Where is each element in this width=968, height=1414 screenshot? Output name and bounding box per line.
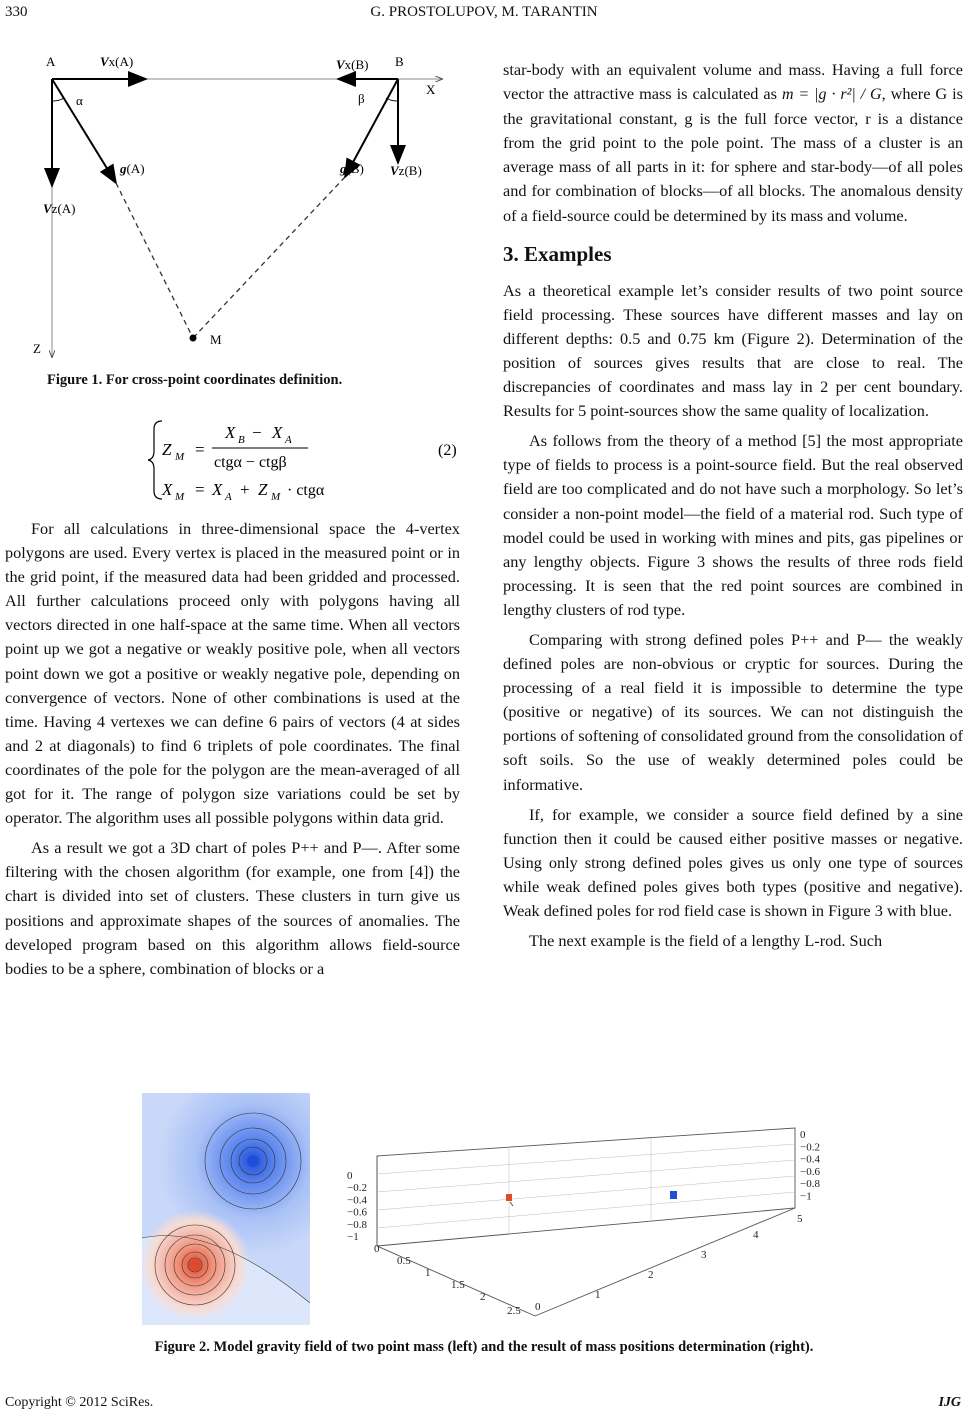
label-x: X: [426, 82, 436, 97]
figure-1-diagram: [20, 45, 450, 365]
label-vz-b: Vz(B): [390, 163, 422, 178]
label-g-a: g(A): [120, 161, 145, 176]
svg-text:+: +: [240, 480, 250, 499]
vector-g-a: [52, 79, 116, 183]
equation-number: (2): [438, 442, 457, 459]
front-x-tick-label: 0.5: [397, 1255, 411, 1267]
left-z-tick-label: 0: [347, 1170, 353, 1182]
plot-tick-labels: [347, 1129, 820, 1317]
positive-mass-point: [506, 1194, 512, 1201]
mass-formula: m = |g · r²| / G: [781, 86, 882, 104]
figure-2-field-map: [142, 1093, 310, 1325]
front-x-tick-label: 0: [535, 1301, 541, 1313]
right-paragraph-1: As a theoretical example let’s consider results of two point source field processing. These sources have different masses and lay on different depths: 0.5 and 0.75 km (Figure 2). Determination of the position of sources gives results that are close to real. The discrepancies of coordinates and mass lay in 2 per cent boundary. Results for 5 point-sources show the same quality of localization.: [503, 280, 963, 421]
front-x-tick-label: 1.5: [451, 1279, 465, 1291]
label-alpha: α: [76, 93, 83, 108]
right-paragraph-0a: star-body with an equivalent volume and mass. Having a full force vector the attractive mass is calculated as m = |g · r²| / G, where G is the gravitational constant, g is the full force vector, r is a distance from the grid point to the pole point. The mass of a cluster is an average mass of all parts in it: for sphere and star-body—of all poles and for combination of blocks—of all blocks. The anomalous density of a field-source could be determined by its mass and volume.: [503, 60, 964, 225]
journal-abbrev: IJG: [938, 1395, 961, 1410]
figure-1-caption: Figure 1. For cross-point coordinates definition.: [47, 372, 343, 388]
right-z-tick-label: −0.6: [800, 1165, 820, 1178]
label-beta: β: [358, 91, 365, 106]
right-z-tick-label: −0.8: [800, 1178, 820, 1191]
label-vz-a: Vz(A): [43, 201, 76, 216]
svg-text:Z: Z: [162, 440, 172, 459]
label-vx-a: Vx(A): [100, 54, 134, 69]
svg-text:=: =: [195, 480, 205, 499]
svg-text:· ctgα: · ctgα: [287, 482, 325, 499]
right-z-tick-label: −1: [800, 1190, 812, 1203]
left-z-tick-label: −1: [347, 1231, 359, 1243]
front-y-tick-label: 1: [595, 1289, 601, 1301]
negative-mass-center: [247, 1155, 259, 1167]
right-column: [503, 58, 963, 953]
positive-mass-center: [189, 1259, 201, 1271]
front-y-tick-label: 3: [701, 1249, 707, 1261]
label-vx-b: Vx(B): [336, 57, 369, 72]
dashed-line-b: [193, 177, 345, 338]
figure-2-caption: Figure 2. Model gravity field of two point mass (left) and the result of mass positions determination (right).: [154, 1339, 814, 1355]
front-y-tick-label: 5: [797, 1213, 803, 1225]
right-paragraph-2: As follows from the theory of a method [5] the most appropriate type of fields to process is a point-source field. But the real observed field are too complicated and do not have such a morphology. So let’s consider a non-point model—the field of a material rod. Such type of model could be used in working with mines and pits, gas pipelines or any lengthy objects. Figure 3 shows the results of three rods field processing. It is seen that the red point sources are combined in lengthy clusters of rod type.: [503, 431, 963, 619]
left-paragraph-1: For all calculations in three-dimensional space the 4-vertex polygons are used. Every vertex is placed in the measured point or in the grid point, if the measured data had been gridded and processed. All further calculations proceed only with polygons having all vectors directed in one half-space at the same time. When all vectors point up we got a negative or weakly positive pole, when all vectors point down we got a positive or weakly negative pole, depending on convergence of vectors. None of other combinations is used at the time. Having 4 vertexes we can define 6 pairs of vectors (4 at sides and 2 at diagonals) to find 6 triplets of pole coordinates. The final coordinates of the pole for the polygon are the mean-averaged of all got for it. The range of polygon size variations could be set by operator. The algorithm uses all possible polygons within data grid.: [5, 519, 460, 828]
svg-text:−: −: [252, 423, 262, 442]
right-z-tick-label: −0.2: [800, 1141, 820, 1154]
right-paragraph-4: If, for example, we consider a source field defined by a sine function then it could be caused either positive masses or negative. Using only strong defined poles gives us only one type of sources while weak defined poles gives both types (positive and negative). Weak defined poles for rod field case is shown in Figure 3 with blue.: [503, 804, 963, 920]
label-a: A: [46, 54, 56, 69]
svg-text:ctgα − ctgβ: ctgα − ctgβ: [214, 454, 287, 471]
front-x-tick-label: 2.5: [507, 1305, 521, 1317]
running-title: G. PROSTOLUPOV, M. TARANTIN: [370, 4, 598, 20]
right-paragraph-3: Comparing with strong defined poles P++ and P–– the weakly defined poles are non-obvious or cryptic for sources. During the processing of a real field it is impossible to determine the type (positive or negative) of its sources. We can not distinguish the portions of softening of consolidated ground from the consolidation of soft soils. So the use of weakly determined poles could be informative.: [503, 629, 963, 794]
dashed-line-a: [116, 183, 193, 338]
svg-text:X: X: [212, 480, 223, 499]
left-z-tick-label: −0.2: [347, 1182, 367, 1195]
left-z-tick-label: −0.8: [347, 1218, 367, 1231]
svg-text:M: M: [271, 491, 281, 503]
negative-mass-point: [670, 1191, 677, 1199]
right-z-tick-label: 0: [800, 1129, 806, 1141]
front-x-tick-label: 0: [374, 1243, 380, 1255]
left-paragraph-2: As a result we got a 3D chart of poles P++ and P––. After some filtering with the chosen algorithm (for example, one from [4]) the chart is divided into set of clusters. These clusters in turn give us positions and approximate shapes of the sources of anomalies. The developed program based on this algorithm allows field-source bodies to be a sphere, combination of blocks or a: [5, 838, 460, 978]
svg-text:B: B: [238, 434, 245, 446]
label-b: B: [395, 54, 404, 69]
label-g-b: g(B): [340, 161, 364, 176]
section-title: 3. Examples: [503, 241, 612, 266]
front-x-tick-label: 2: [480, 1291, 486, 1303]
figure-2-3d-plot: [335, 1098, 835, 1328]
svg-text:Z: Z: [258, 480, 268, 499]
equation-2: [140, 415, 470, 505]
angle-alpha-arc: [52, 98, 64, 101]
svg-text:X: X: [162, 480, 173, 499]
svg-text:M: M: [175, 451, 185, 463]
point-m: [190, 335, 197, 342]
left-column: [5, 517, 460, 981]
front-y-tick-label: 2: [648, 1269, 654, 1281]
svg-text:X: X: [225, 423, 236, 442]
svg-text:M: M: [175, 491, 185, 503]
left-z-tick-label: −0.4: [347, 1194, 367, 1207]
equation-brace: [148, 421, 162, 499]
page-number: 330: [5, 4, 28, 20]
svg-text:=: =: [195, 440, 205, 459]
front-x-tick-label: 1: [425, 1267, 431, 1279]
svg-text:A: A: [285, 434, 292, 446]
svg-text:A: A: [225, 491, 232, 503]
svg-text:X: X: [272, 423, 283, 442]
front-y-tick-label: 4: [753, 1229, 759, 1241]
right-z-tick-label: −0.4: [800, 1153, 820, 1166]
right-paragraph-5: The next example is the field of a lengthy L-rod. Such: [529, 931, 883, 951]
copyright-text: Copyright © 2012 SciRes.: [5, 1395, 154, 1410]
left-z-tick-label: −0.6: [347, 1206, 367, 1219]
label-z: Z: [33, 341, 41, 356]
label-m: M: [210, 332, 222, 347]
